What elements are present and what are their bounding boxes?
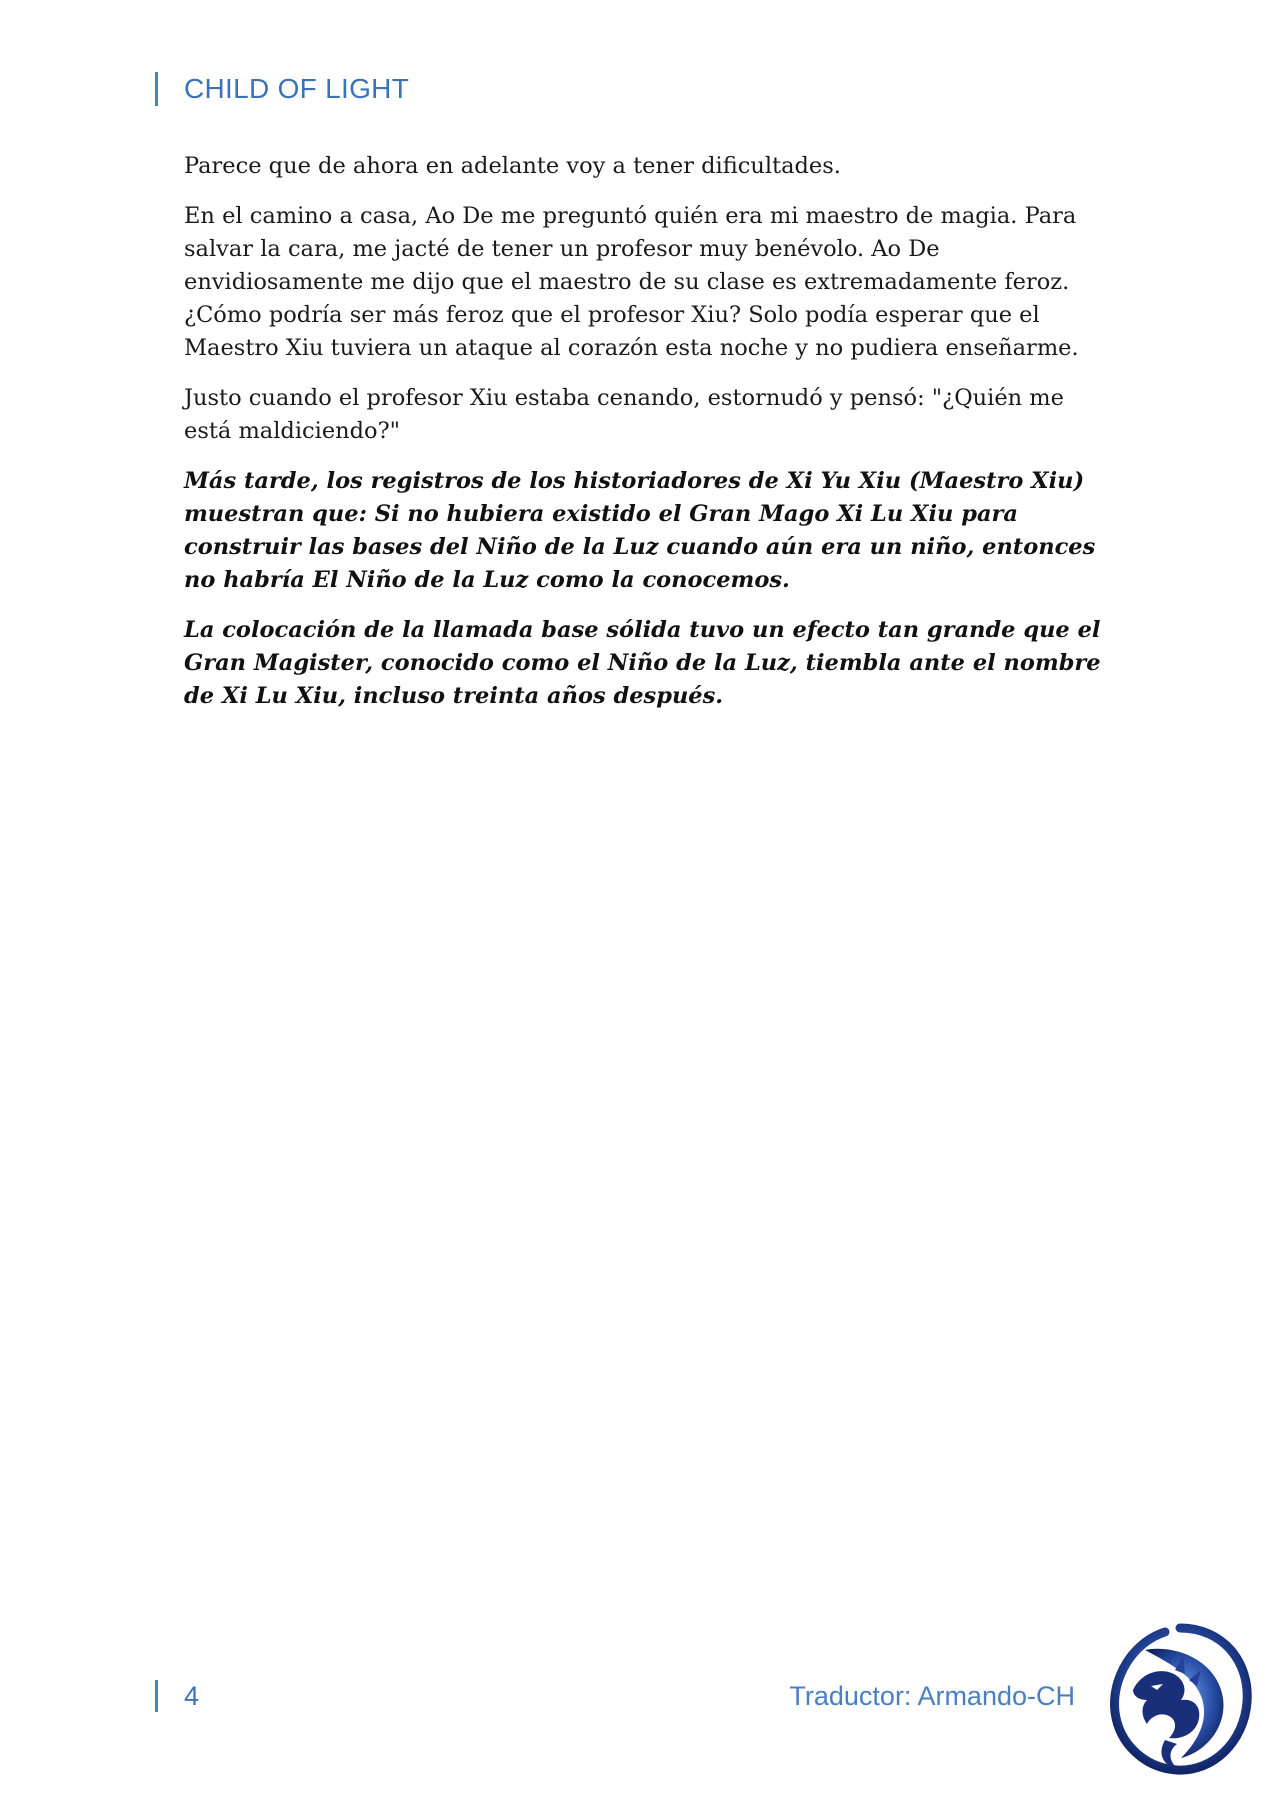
header-accent-bar (155, 72, 158, 106)
page-header (155, 72, 409, 106)
footer-accent-bar (155, 1680, 158, 1712)
paragraph-4: Más tarde, los registros de los historiadores de Xi Yu Xiu (Maestro Xiu) muestran que: Si no hubiera existido el Gran Mago Xi Lu Xiu para construir las bases del Niño de la Luz cuando aún era un niño, entonces no habría El Niño de la Luz como la conocemos. (184, 468, 1096, 593)
paragraph-1: Parece que de ahora en adelante voy a tener dificultades. (184, 153, 841, 179)
paragraph-2: En el camino a casa, Ao De me preguntó quién era mi maestro de magia. Para salvar la cara, me jacté de tener un profesor muy benévolo. Ao De envidiosamente me dijo que el maestro de su clase es extremadamente feroz. ¿Cómo podría ser más feroz que el profesor Xiu? Solo podía esperar que el Maestro Xiu tuviera un ataque al corazón esta noche y no pudiera enseñarme. (184, 203, 1079, 361)
page-number: 4 (184, 1680, 200, 1711)
dragon-emblem-icon (1105, 1620, 1255, 1780)
page-footer (155, 1680, 1075, 1712)
document-body (184, 150, 1114, 730)
translator-credit: Traductor: Armando-CH (789, 1680, 1075, 1711)
header-title: CHILD OF LIGHT (184, 73, 410, 104)
paragraph-3: Justo cuando el profesor Xiu estaba cenando, estornudó y pensó: "¿Quién me está maldiciendo?" (184, 385, 1064, 444)
paragraph-5: La colocación de la llamada base sólida tuvo un efecto tan grande que el Gran Magister, conocido como el Niño de la Luz, tiembla ante el nombre de Xi Lu Xiu, incluso treinta años después. (184, 617, 1101, 709)
